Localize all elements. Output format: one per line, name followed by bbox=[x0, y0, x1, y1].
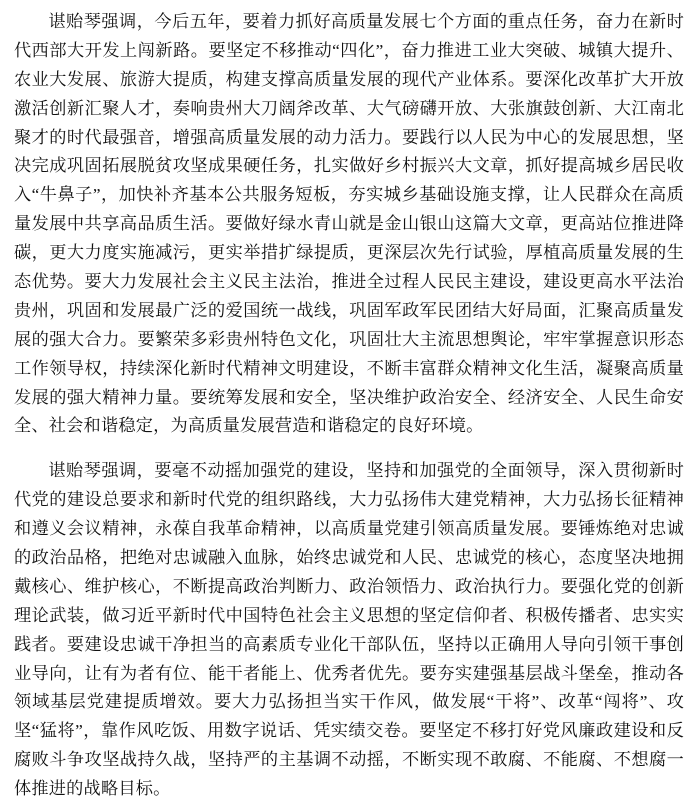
paragraph-1: 谌贻琴强调，今后五年，要着力抓好高质量发展七个方面的重点任务，奋力在新时代西部大开发上闯新路。要坚定不移推动“四化”，奋力推进工业大突破、城镇大提升、农业大发展、旅游大提质，构建支撑高质量发展的现代产业体系。要深化改革扩大开放激活创新汇聚人才，奏响贵州大刀阔斧改革、大气磅礴开放、大张旗鼓创新、大江南北聚才的时代最强音，增强高质量发展的动力活力。要践行以人民为中心的发展思想，坚决完成巩固拓展脱贫攻坚成果硬任务，扎实做好乡村振兴大文章，抓好提高城乡居民收入“牛鼻子”，加快补齐基本公共服务短板，夯实城乡基础设施支撑，让人民群众在高质量发展中共享高品质生活。要做好绿水青山就是金山银山这篇大文章，更高站位推进降碳，更大力度实施减污，更实举措扩绿提质，更深层次先行试验，厚植高质量发展的生态优势。要大力发展社会主义民主法治，推进全过程人民民主建设，建设更高水平法治贵州，巩固和发展最广泛的爱国统一战线，巩固军政军民团结大好局面，汇聚高质量发展的强大合力。要繁荣多彩贵州特色文化，巩固壮大主流思想舆论，牢牢掌握意识形态工作领导权，持续深化新时代精神文明建设，不断丰富群众精神文化生活，凝聚高质量发展的强大精神力量。要统筹发展和安全，坚决维护政治安全、经济安全、人民生命安全、社会和谐稳定，为高质量发展营造和谐稳定的良好环境。 bbox=[14, 12, 684, 436]
paragraph-2: 谌贻琴强调，要毫不动摇加强党的建设，坚持和加强党的全面领导，深入贯彻新时代党的建设总要求和新时代党的组织路线，大力弘扬伟大建党精神，大力弘扬长征精神和遵义会议精神，永葆自我革命精神，以高质量党建引领高质量发展。要锤炼绝对忠诚的政治品格，把绝对忠诚融入血脉，始终忠诚党和人民、忠诚党的核心，态度坚决地拥戴核心、维护核心，不断提高政治判断力、政治领悟力、政治执行力。要强化党的创新理论武装，做习近平新时代中国特色社会主义思想的坚定信仰者、积极传播者、忠实实践者。要建设忠诚干净担当的高素质专业化干部队伍，坚持以正确用人导向引领干事创业导向，让有为者有位、能干者能上、优秀者优先。要夯实建强基层战斗堡垒，推动各领域基层党建提质增效。要大力弘扬担当实干作风，做发展“干将”、改革“闯将”、攻坚“猛将”，靠作风吃饭、用数字说话、凭实绩交卷。要坚定不移打好党风廉政建设和反腐败斗争攻坚战持久战，坚持严的主基调不动摇，不断实现不敢腐、不能腐、不想腐一体推进的战略目标。 bbox=[14, 461, 684, 799]
